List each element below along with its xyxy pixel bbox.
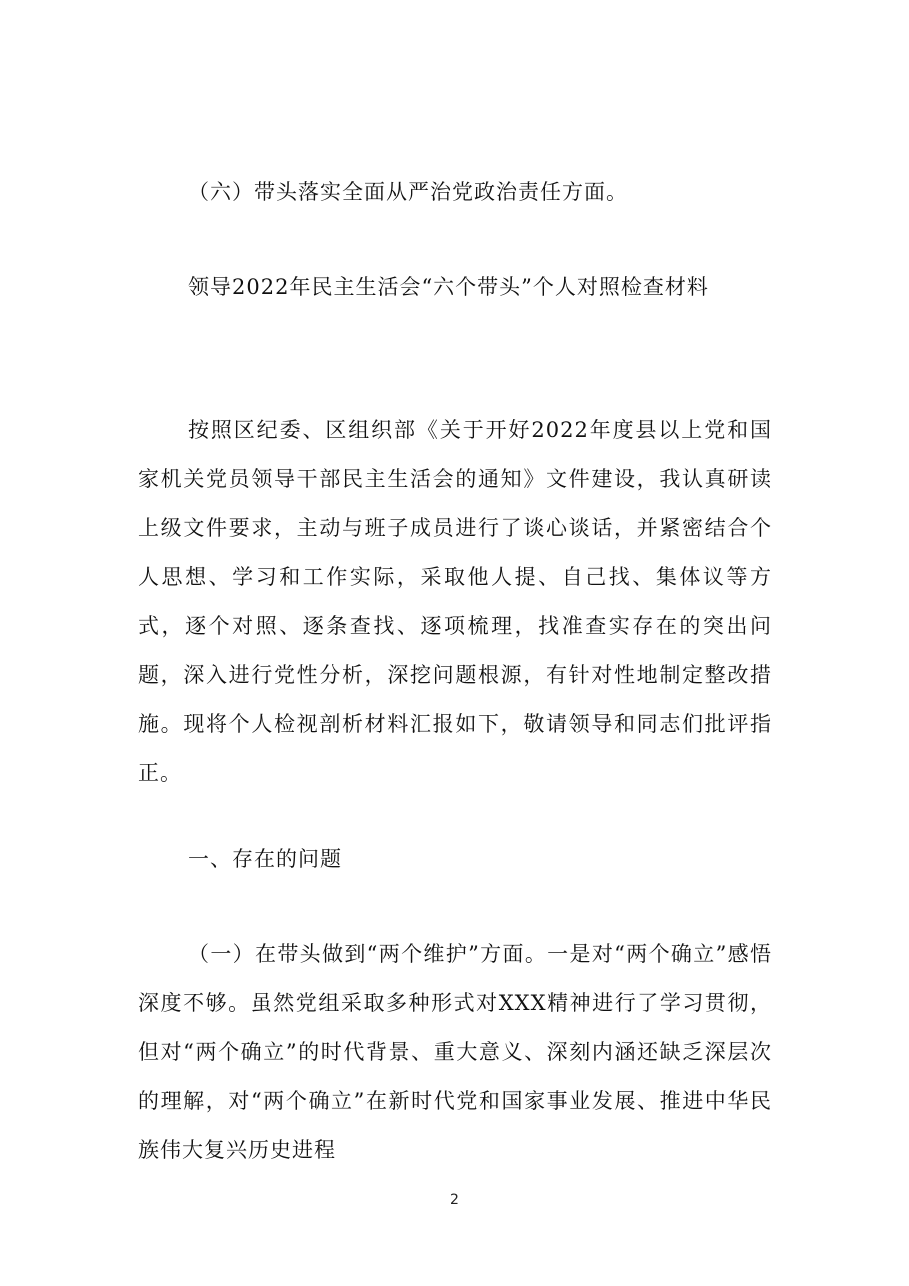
- section-heading-six: （六）带头落实全面从严治党政治责任方面。: [188, 180, 628, 204]
- page-number: 2: [450, 1192, 459, 1208]
- problem-paragraph-one: （一）在带头做到“两个维护”方面。一是对“两个确立”感悟深度不够。虽然党组采取多种形式对XXX精神进行了学习贯彻，但对“两个确立”的时代背景、重大意义、深刻内涵还缺乏深层次的理解，对“两个确立”在新时代党和国家事业发展、推进中华民族伟大复兴历史进程: [138, 942, 772, 1162]
- section-heading-problems: 一、存在的问题: [188, 847, 342, 871]
- document-title: 领导2022年民主生活会“六个带头”个人对照检查材料: [188, 275, 709, 299]
- intro-paragraph: 按照区纪委、区组织部《关于开好2022年度县以上党和国家机关党员领导干部民主生活会的通知》文件建设，我认真研读上级文件要求，主动与班子成员进行了谈心谈话，并紧密结合个人思想、学习和工作实际，采取他人提、自己找、集体议等方式，逐个对照、逐条查找、逐项梳理，找准查实存在的突出问题，深入进行党性分析，深挖问题根源，有针对性地制定整改措施。现将个人检视剖析材料汇报如下，敬请领导和同志们批评指正。: [138, 418, 772, 785]
